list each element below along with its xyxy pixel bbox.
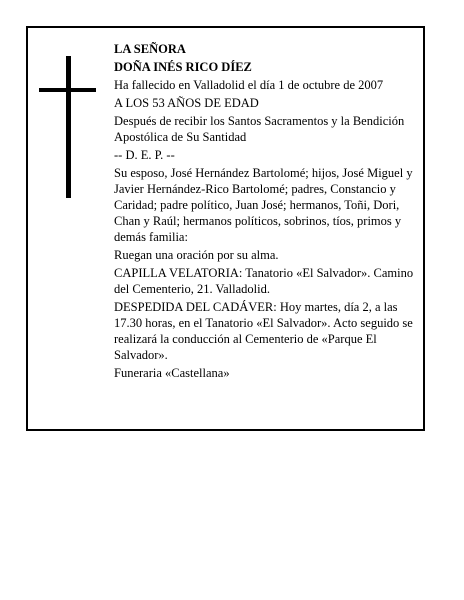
chapel-paragraph: CAPILLA VELATORIA: Tanatorio «El Salvador». Camino del Cementerio, 21. Valladolid. — [114, 266, 414, 296]
age-line: A LOS 53 AÑOS DE EDAD — [114, 96, 259, 110]
sacraments-line: Después de recibir los Santos Sacramentos y la Bendición Apostólica de Su Santidad — [114, 114, 405, 144]
obituary-text — [114, 41, 422, 383]
rip-line: -- D. E. P. -- — [114, 148, 175, 162]
death-line: Ha fallecido en Valladolid el día 1 de octubre de 2007 — [114, 78, 384, 92]
cross-vertical-bar — [66, 56, 71, 198]
farewell-paragraph: DESPEDIDA DEL CADÁVER: Hoy martes, día 2, a las 17.30 horas, en el Tanatorio «El Salvador». Acto seguido se realizará la conducción al Cementerio de «Parque El Salvador». — [114, 300, 413, 362]
obituary-notice — [26, 26, 425, 431]
deceased-name: DOÑA INÉS RICO DÍEZ — [114, 60, 252, 74]
prayer-line: Ruegan una oración por su alma. — [114, 248, 279, 262]
funeral-home: Funeraria «Castellana» — [114, 366, 230, 380]
cross-horizontal-bar — [39, 88, 96, 92]
family-paragraph: Su esposo, José Hernández Bartolomé; hijos, José Miguel y Javier Hernández-Rico Bartolomé; padres, Constancio y Caridad; padre político, Juan José; hermanos, Toñi, Dori, Chan y Raúl; hermanos políticos, sobrinos, tíos, primos y demás familia: — [114, 166, 413, 244]
honorific: LA SEÑORA — [114, 42, 186, 56]
